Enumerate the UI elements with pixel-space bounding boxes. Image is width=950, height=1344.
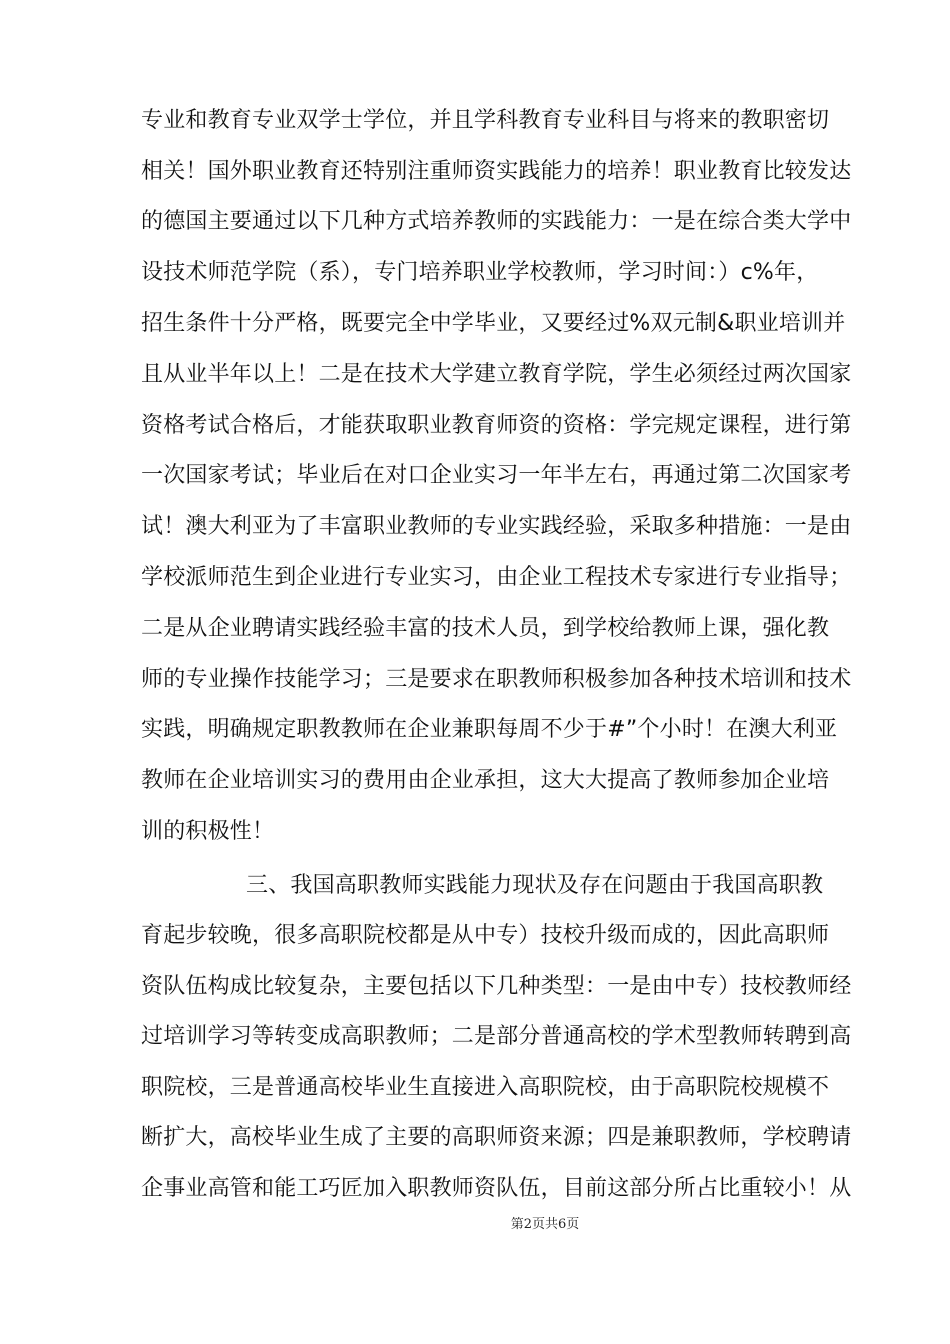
- text-line: 育起步较晚，很多高职院校都是从中专）技校升级而成的，因此高职师: [141, 923, 830, 948]
- text-line: 且从业半年以上！二是在技术大学建立教育学院，学生必须经过两次国家: [141, 362, 852, 387]
- text-line: 招生条件十分严格，既要完全中学毕业，又要经过%双元制&职业培训并: [141, 311, 846, 336]
- text-line: 训的积极性！: [141, 819, 275, 844]
- page-number-footer: 第2页共6页: [510, 1217, 580, 1232]
- text-line: 职院校，三是普通高校毕业生直接进入高职院校，由于高职院校规模不: [141, 1075, 830, 1100]
- text-line: 的德国主要通过以下几种方式培养教师的实践能力：一是在综合类大学中: [141, 209, 852, 234]
- text-line: 过培训学习等转变成高职教师；二是部分普通高校的学术型教师转聘到高: [141, 1024, 852, 1049]
- text-line: 资格考试合格后，才能获取职业教育师资的资格：学完规定课程，进行第: [141, 413, 852, 438]
- text-line: 一次国家考试；毕业后在对口企业实习一年半左右，再通过第二次国家考: [141, 463, 852, 488]
- text-line: 专业和教育专业双学士学位，并且学科教育专业科目与将来的教职密切: [141, 108, 830, 133]
- text-line: 学校派师范生到企业进行专业实习，由企业工程技术专家进行专业指导；: [141, 565, 852, 590]
- text-line: 试！澳大利亚为了丰富职业教师的专业实践经验，采取多种措施：一是由: [141, 514, 852, 539]
- text-line: 企事业高管和能工巧匠加入职教师资队伍，目前这部分所占比重较小！从: [141, 1176, 852, 1201]
- section-heading-line: 三、我国高职教师实践能力现状及存在问题由于我国高职教: [246, 873, 824, 898]
- text-line: 实践，明确规定职教教师在企业兼职每周不少于#”个小时！在澳大利亚: [141, 717, 838, 742]
- text-line: 二是从企业聘请实践经验丰富的技术人员，到学校给教师上课，强化教: [141, 616, 830, 641]
- text-line: 设技术师范学院（系），专门培养职业学校教师，学习时间：）c%年，: [141, 260, 819, 285]
- text-line: 相关！国外职业教育还特别注重师资实践能力的培养！职业教育比较发达: [141, 159, 852, 184]
- text-line: 教师在企业培训实习的费用由企业承担，这大大提高了教师参加企业培: [141, 768, 830, 793]
- text-line: 师的专业操作技能学习；三是要求在职教师积极参加各种技术培训和技术: [141, 667, 852, 692]
- text-line: 资队伍构成比较复杂，主要包括以下几种类型：一是由中专）技校教师经: [141, 974, 852, 999]
- text-line: 断扩大，高校毕业生成了主要的高职师资来源；四是兼职教师，学校聘请: [141, 1125, 852, 1150]
